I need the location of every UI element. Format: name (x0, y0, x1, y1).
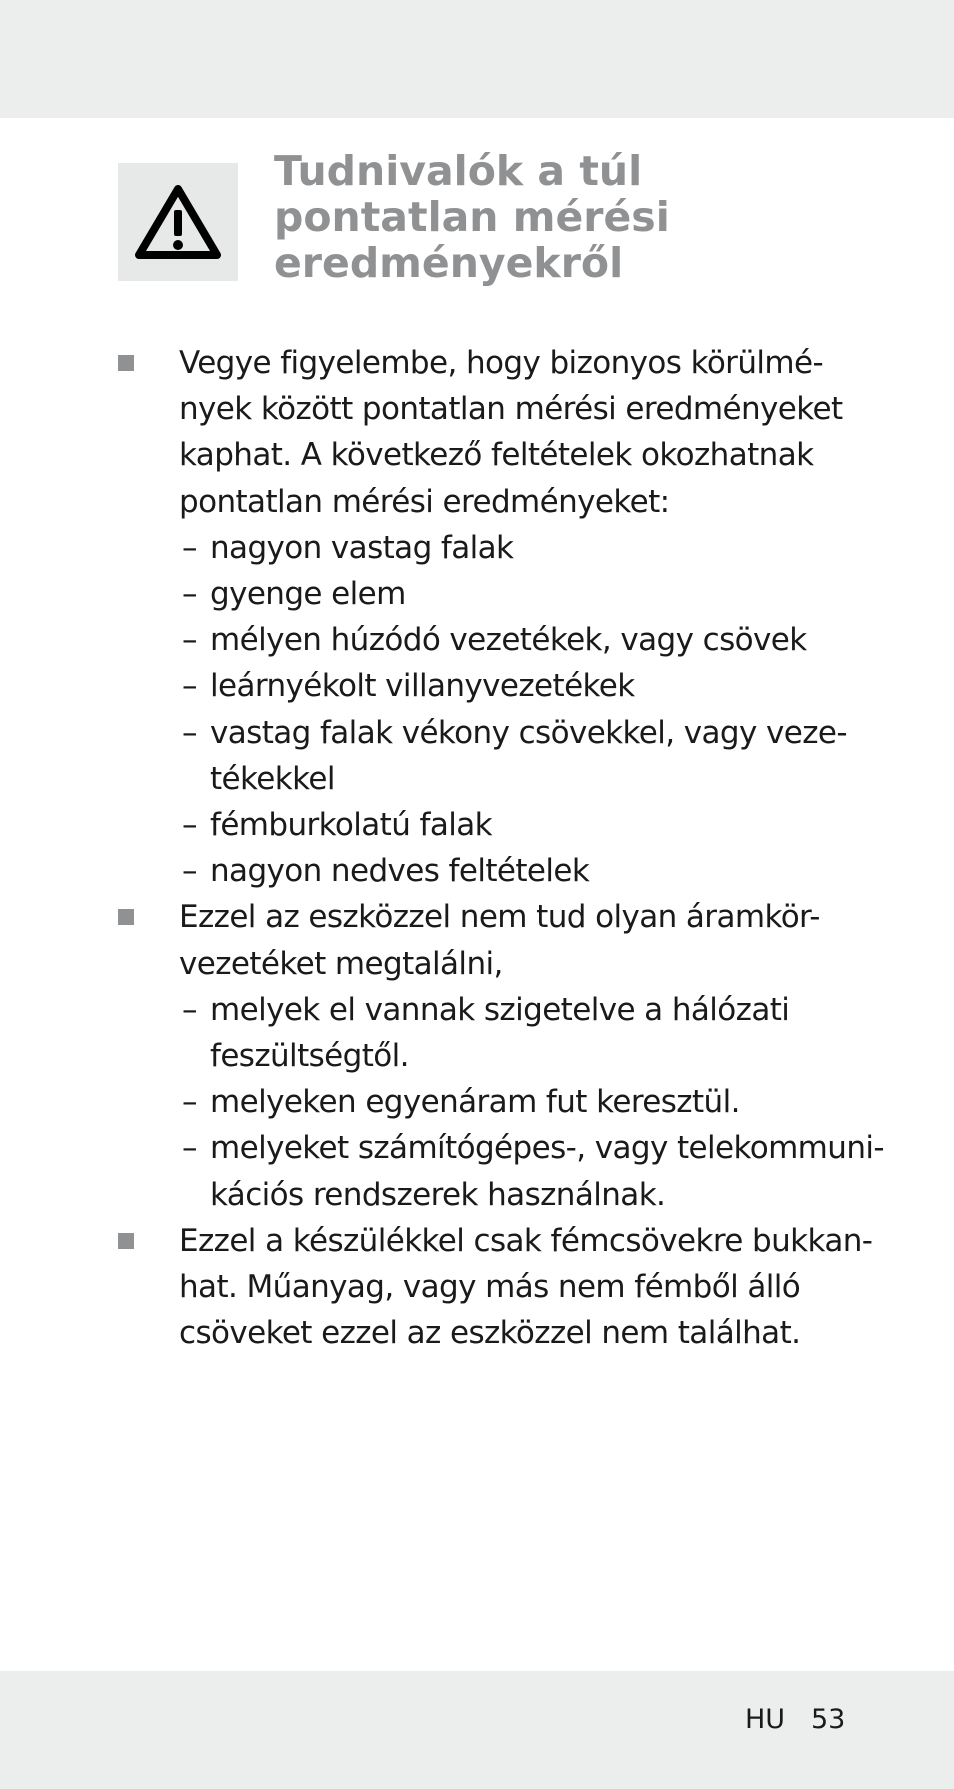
sub-item-text-line: leárnyékolt villanyvezetékek (210, 668, 635, 705)
page-footer (0, 1700, 954, 1740)
page-heading (274, 148, 914, 286)
dash-marker: – (182, 991, 197, 1028)
sub-item-text-line: vastag falak vékony csövekkel, vagy veze- (210, 714, 847, 751)
language-code: HU (745, 1704, 786, 1735)
sub-item-text-line: fémburkolatú falak (210, 807, 493, 844)
bullet-square-icon (118, 1233, 134, 1249)
sub-item (179, 1125, 954, 1217)
sub-item (179, 1079, 954, 1125)
sub-item (179, 663, 954, 709)
bullet-text-line: pontatlan mérési eredményeket: (179, 483, 670, 520)
sub-item (179, 617, 954, 663)
sub-item-text-line: melyeken egyenáram fut keresztül. (210, 1084, 740, 1121)
sub-item-text-line: gyenge elem (210, 576, 406, 613)
page-number: 53 (811, 1704, 846, 1735)
content (0, 340, 954, 1356)
bullet-text-line: Vegye figyelembe, hogy bizonyos körülmé- (179, 345, 824, 381)
bullet-text-line: hat. Műanyag, vagy más nem fémből álló (179, 1269, 801, 1306)
top-band (0, 0, 954, 118)
sub-item (179, 571, 954, 617)
dash-marker: – (182, 1084, 197, 1121)
sub-item-text-line: mélyen húzódó vezetékek, vagy csövek (210, 622, 807, 659)
sub-item-text-line: feszültségtől. (210, 1038, 409, 1075)
bullet-text-line: Ezzel a készülékkel csak fémcsövekre bukkan- (179, 1222, 873, 1259)
dash-marker: – (182, 576, 197, 613)
sub-item-text-line: nagyon vastag falak (210, 529, 514, 566)
sub-item-text-line: tékekkel (210, 760, 335, 797)
heading-line: eredményekről (274, 239, 624, 287)
sub-item-text-line: melyek el vannak szigetelve a hálózati (210, 991, 790, 1028)
dash-marker: – (182, 807, 197, 844)
sub-item-text-line: kációs rendszerek használnak. (210, 1176, 666, 1213)
bullet-text-line: nyek között pontatlan mérési eredményeket (179, 391, 843, 428)
bullet-text-line: csöveket ezzel az eszközzel nem találhat. (179, 1315, 801, 1352)
dash-marker: – (182, 622, 197, 659)
sub-item (179, 525, 954, 571)
bullet-item (0, 340, 954, 894)
bullet-item (0, 1218, 954, 1357)
sub-item (179, 848, 954, 894)
warning-triangle-icon (134, 183, 222, 261)
sub-item (179, 987, 954, 1079)
bullet-text-line: Ezzel az eszközzel nem tud olyan áramkör- (179, 899, 820, 936)
dash-marker: – (182, 1130, 197, 1167)
bullet-item (0, 894, 954, 1217)
dash-marker: – (182, 714, 197, 751)
sub-item (179, 802, 954, 848)
dash-marker: – (182, 853, 197, 890)
heading-line: Tudnivalók a túl (274, 147, 643, 195)
bullet-text-line: vezetéket megtalálni, (179, 945, 503, 982)
sub-item (179, 710, 954, 802)
dash-marker: – (182, 668, 197, 705)
warning-box (118, 163, 238, 281)
dash-marker: – (182, 529, 197, 566)
sub-item-text-line: nagyon nedves feltételek (210, 853, 590, 890)
heading-line: pontatlan mérési (274, 193, 670, 241)
bullet-square-icon (118, 909, 134, 925)
bullet-square-icon (118, 355, 134, 371)
bullet-text-line: kaphat. A következő feltételek okozhatnak (179, 437, 814, 474)
sub-item-text-line: melyeket számítógépes-, vagy telekommuni- (210, 1130, 884, 1167)
